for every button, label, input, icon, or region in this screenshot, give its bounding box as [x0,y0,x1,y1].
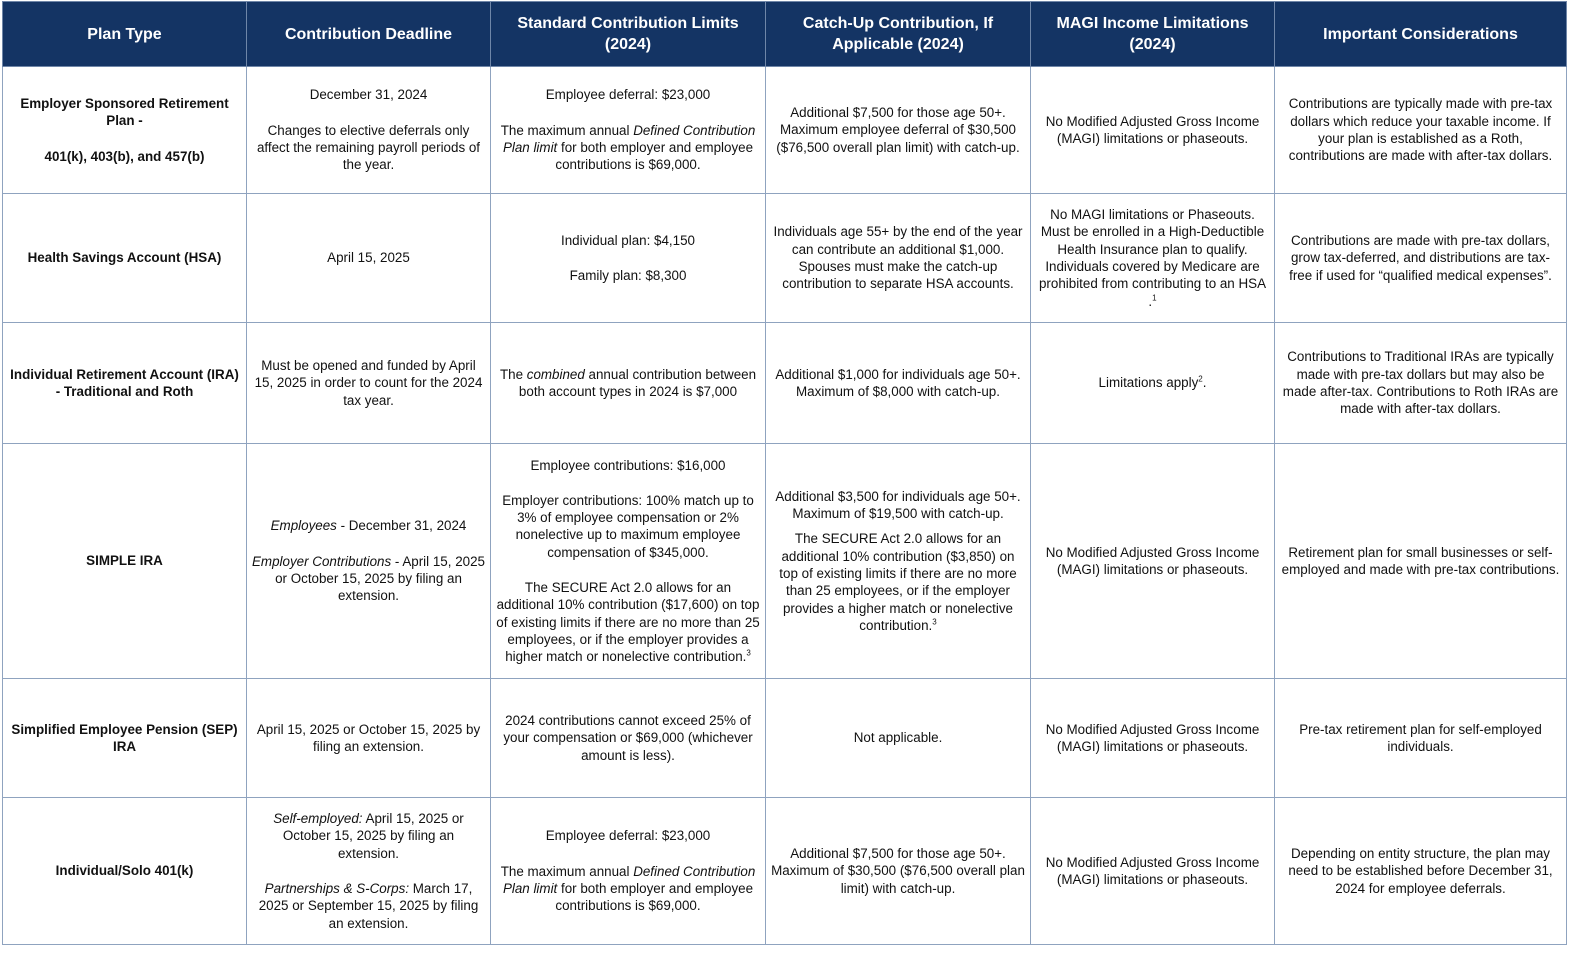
considerations-cell: Retirement plan for small businesses or self-employed and made with pre-tax contributions. [1275,444,1567,679]
limits-text: Family plan: $8,300 [569,268,687,283]
catch-up-cell: Additional $7,500 for those age 50+. Maximum employee deferral of $30,500 ($76,500 overall plan limit) with catch-up. [766,67,1031,194]
plan-type-cell: Individual Retirement Account (IRA) - Traditional and Roth [3,323,247,444]
table-row [3,67,1567,194]
deadline-text [252,553,485,605]
magi-cell [1031,194,1275,323]
limits-text-part: The [499,366,527,382]
deadline-text-part: April 15, 2025 or October 15, 2025 by filing an extension. [282,811,464,861]
limits-text: Employee contributions: $16,000 [530,457,726,473]
plan-type-cell: Simplified Employee Pension (SEP) IRA [3,679,247,798]
limits-text-part: annual contribution between both account types in 2024 is $7,000 [518,366,757,399]
catch-up-text [771,530,1025,634]
magi-text-end: . [1202,375,1207,391]
deadline-text [252,517,485,534]
deadline-cell [247,444,491,679]
table-row [3,679,1567,798]
catch-up-text: Additional $3,500 for individuals age 50+. Maximum of $19,500 with catch-up. [775,488,1021,522]
footnote-marker: 1 [1152,293,1157,303]
catch-up-cell: Not applicable. [766,679,1031,798]
magi-text: Limitations apply [1098,375,1199,391]
footnote-marker: 3 [932,617,937,627]
catch-up-text-part: The SECURE Act 2.0 allows for an additional 10% contribution ($3,850) on top of existing limits if there are no more than 25 employees, or if the employer provides a higher match or nonelective contribution. [779,531,1017,633]
footnote-marker: 2 [1198,374,1203,384]
catch-up-cell: Individuals age 55+ by the end of the year can contribute an additional $1,000. Spouses must make the catch-up contribution to separate HSA accounts. [766,194,1031,323]
deadline-cell: Must be opened and funded by April 15, 2025 in order to count for the 2024 tax year. [247,323,491,444]
magi-cell [1031,323,1275,444]
plan-type-line: Employer Sponsored Retirement Plan - [20,96,229,129]
considerations-cell: Contributions are made with pre-tax dollars, grow tax-deferred, and distributions are tax-free if used for “qualified medical expenses”. [1275,194,1567,323]
header-contribution-deadline: Contribution Deadline [247,2,491,67]
deadline-text-part: March 17, 2025 or September 15, 2025 by filing an extension. [258,881,479,931]
deadline-text-part: - April 15, 2025 or October 15, 2025 by filing an extension. [275,553,485,604]
plan-type-cell: SIMPLE IRA [3,444,247,679]
limits-cell [491,67,766,194]
limits-text-part: for both employer and employee contributions is $69,000. [555,881,754,914]
plan-type-cell: Individual/Solo 401(k) [3,798,247,945]
magi-text: No MAGI limitations or Phaseouts. Must be enrolled in a High-Deductible Health Insurance plan to qualify. Individuals covered by Medicare are prohibited from contributing to an HSA . [1038,207,1267,309]
retirement-plans-table [2,1,1567,945]
table-row [3,194,1567,323]
limits-text: Employee deferral: $23,000 [545,828,711,844]
table-row [3,798,1567,945]
catch-up-cell [766,444,1031,679]
plan-type-cell [3,67,247,194]
deadline-cell: April 15, 2025 or October 15, 2025 by filing an extension. [247,679,491,798]
limits-cell: 2024 contributions cannot exceed 25% of your compensation or $69,000 (whichever amount is less). [491,679,766,798]
deadline-emphasis: Self-employed: [273,811,363,827]
deadline-text [252,880,485,932]
limits-cell [491,798,766,945]
limits-cell [491,444,766,679]
deadline-cell [247,798,491,945]
limits-text: Employer contributions: 100% match up to 3% of employee compensation or 2% nonelective up to maximum employee compensation of $345,000. [502,492,754,560]
deadline-emphasis: Employer Contributions [252,553,392,569]
limits-emphasis: Defined Contribution Plan limit [502,863,756,896]
limits-cell [491,323,766,444]
limits-text [496,122,760,174]
limits-emphasis: Defined Contribution Plan limit [502,122,756,155]
footnote-marker: 3 [746,648,751,658]
deadline-text: Changes to elective deferrals only affect the remaining payroll periods of the year. [256,122,481,173]
considerations-cell: Depending on entity structure, the plan may need to be established before December 31, 2024 for employee deferrals. [1275,798,1567,945]
table-row [3,444,1567,679]
table-row [3,323,1567,444]
limits-cell [491,194,766,323]
header-magi-limitations: MAGI Income Limitations (2024) [1031,2,1275,67]
limits-text-part: The maximum annual [500,122,634,138]
magi-cell: No Modified Adjusted Gross Income (MAGI) limitations or phaseouts. [1031,67,1275,194]
magi-cell: No Modified Adjusted Gross Income (MAGI) limitations or phaseouts. [1031,679,1275,798]
deadline-text: December 31, 2024 [309,87,428,103]
plan-type-line: 401(k), 403(b), and 457(b) [44,148,205,164]
limits-text: Individual plan: $4,150 [560,232,695,248]
limits-text-part: The SECURE Act 2.0 allows for an additional 10% contribution ($17,600) on top of existing limits if there are no more than 25 employees, or if the employer provides a higher match or nonelective contribution. [496,580,760,665]
magi-cell: No Modified Adjusted Gross Income (MAGI) limitations or phaseouts. [1031,798,1275,945]
plan-type-cell: Health Savings Account (HSA) [3,194,247,323]
header-catch-up: Catch-Up Contribution, If Applicable (2024) [766,2,1031,67]
limits-text [496,579,760,665]
catch-up-cell: Additional $7,500 for those age 50+. Maximum of $30,500 ($76,500 overall plan limit) with catch-up. [766,798,1031,945]
considerations-cell: Pre-tax retirement plan for self-employed individuals. [1275,679,1567,798]
limits-text-part: for both employer and employee contributions is $69,000. [555,140,754,173]
header-standard-limits: Standard Contribution Limits (2024) [491,2,766,67]
limits-emphasis: combined [526,366,585,382]
limits-text-part: The maximum annual [500,863,634,879]
deadline-text-part: - December 31, 2024 [336,518,467,534]
deadline-emphasis: Partnerships & S-Corps: [264,881,410,896]
magi-cell: No Modified Adjusted Gross Income (MAGI) limitations or phaseouts. [1031,444,1275,679]
deadline-emphasis: Employees [270,518,337,534]
deadline-cell: April 15, 2025 [247,194,491,323]
header-row [3,2,1567,67]
limits-text: Employee deferral: $23,000 [545,87,711,103]
deadline-cell [247,67,491,194]
considerations-cell: Contributions to Traditional IRAs are typically made with pre-tax dollars but may also be made after-tax. Contributions to Roth IRAs are made with after-tax dollars. [1275,323,1567,444]
header-important-considerations: Important Considerations [1275,2,1567,67]
limits-text [496,863,760,915]
catch-up-cell: Additional $1,000 for individuals age 50+. Maximum of $8,000 with catch-up. [766,323,1031,444]
header-plan-type: Plan Type [3,2,247,67]
considerations-cell: Contributions are typically made with pre-tax dollars which reduce your taxable income. If your plan is established as a Roth, contributions are made with after-tax dollars. [1275,67,1567,194]
deadline-text [252,810,485,862]
